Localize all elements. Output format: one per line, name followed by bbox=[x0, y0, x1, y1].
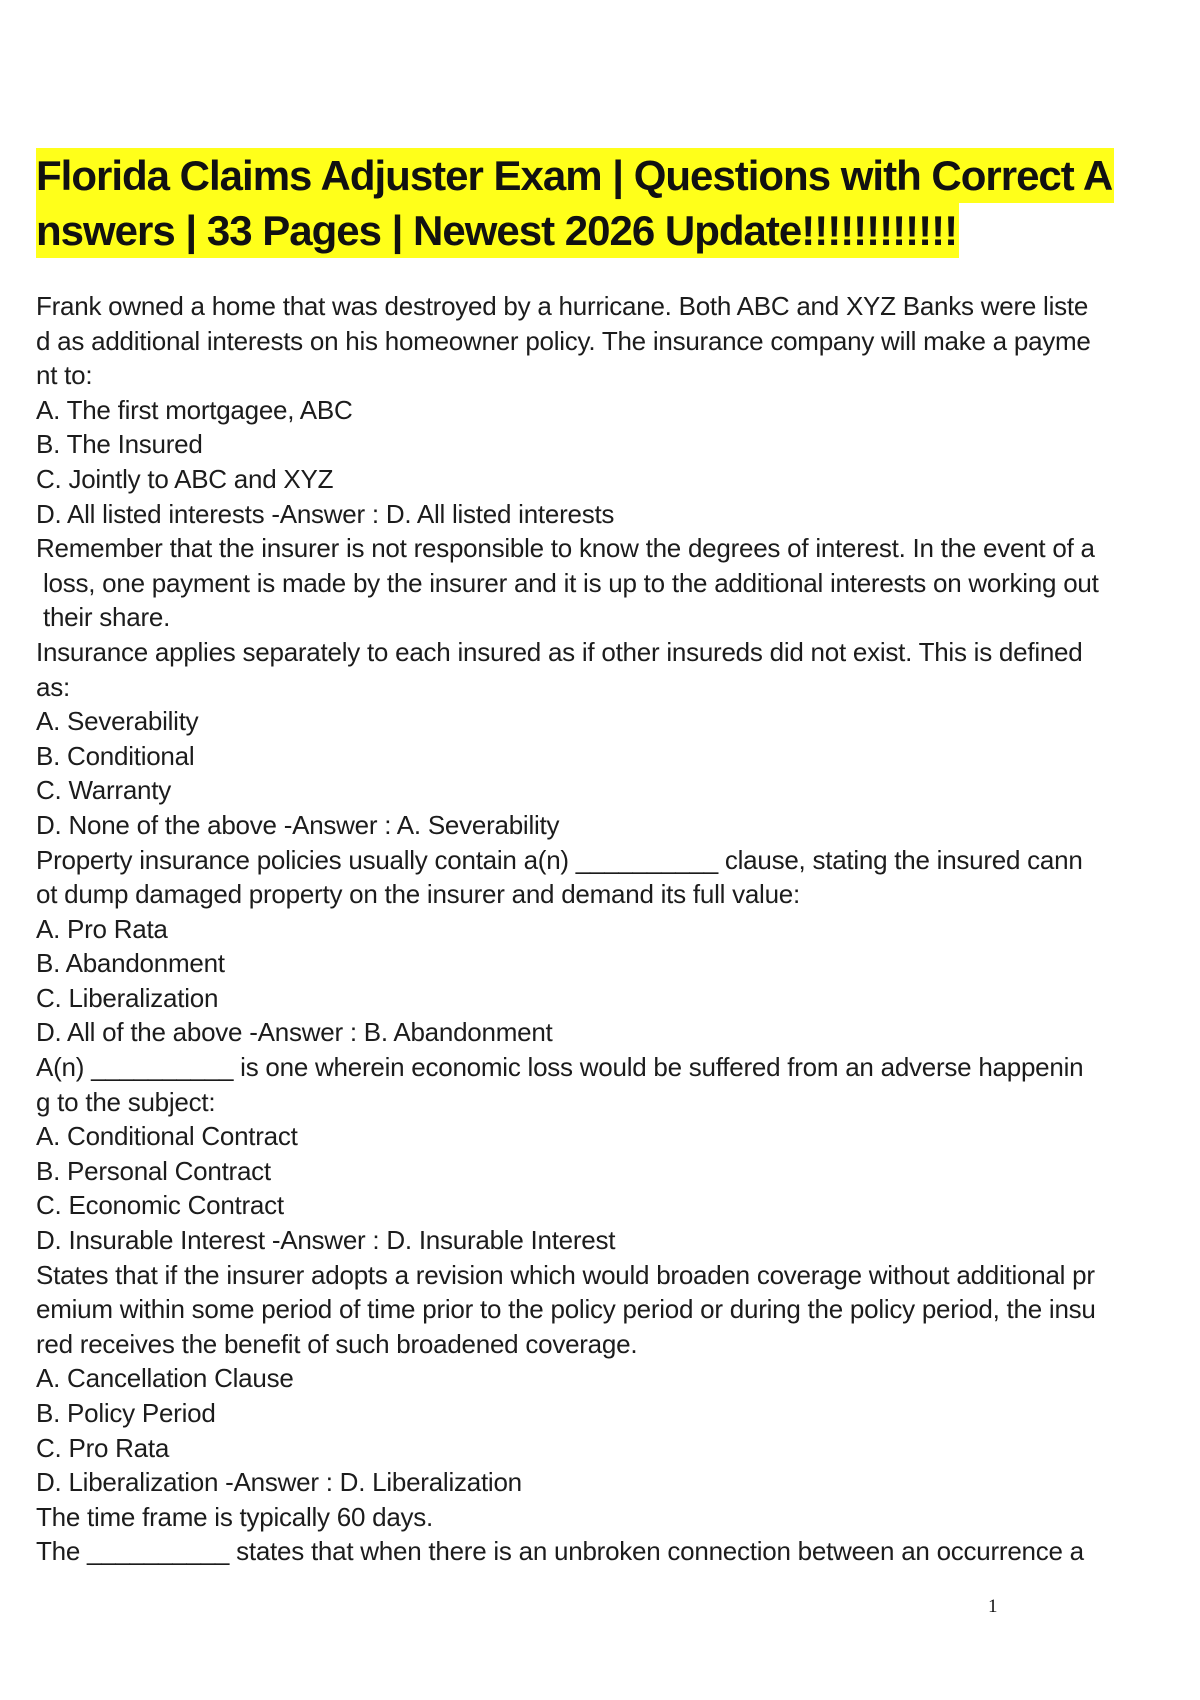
question-1-option-c: C. Jointly to ABC and XYZ bbox=[36, 463, 334, 494]
question-1-explanation: loss, one payment is made by the insurer and it is up to the additional interests on working out bbox=[36, 567, 1099, 598]
question-2-option-a: A. Severability bbox=[36, 706, 199, 737]
question-5-text: States that if the insurer adopts a revision which would broaden coverage without additional pr bbox=[36, 1259, 1095, 1290]
question-1-option-a: A. The first mortgagee, ABC bbox=[36, 394, 353, 425]
question-2-text: Insurance applies separately to each insured as if other insureds did not exist. This is defined bbox=[36, 636, 1083, 667]
title-line-2: nswers | 33 Pages | Newest 2026 Update!!!!!!!!!!!! bbox=[36, 203, 959, 258]
question-3-text: Property insurance policies usually contain a(n) __________ clause, stating the insured cann bbox=[36, 844, 1083, 875]
question-1-text: Frank owned a home that was destroyed by a hurricane. Both ABC and XYZ Banks were liste bbox=[36, 291, 1089, 321]
question-5-option-a: A. Cancellation Clause bbox=[36, 1363, 294, 1394]
question-1-text: nt to: bbox=[36, 360, 93, 391]
question-1-explanation: their share. bbox=[36, 602, 171, 633]
document-body bbox=[36, 289, 1171, 1569]
question-1-text: d as additional interests on his homeowner policy. The insurance company will make a payme bbox=[36, 325, 1091, 356]
question-2-option-c: C. Warranty bbox=[36, 775, 171, 806]
question-2-option-b: B. Conditional bbox=[36, 740, 195, 771]
question-3-option-a: A. Pro Rata bbox=[36, 913, 168, 944]
question-4-text: A(n) __________ is one wherein economic loss would be suffered from an adverse happenin bbox=[36, 1052, 1084, 1083]
question-3-option-c: C. Liberalization bbox=[36, 982, 219, 1013]
question-5-option-b: B. Policy Period bbox=[36, 1398, 216, 1428]
title-line-1: Florida Claims Adjuster Exam | Questions with Correct A bbox=[36, 148, 1114, 203]
question-3-text: ot dump damaged property on the insurer and demand its full value: bbox=[36, 879, 800, 910]
question-3-option-d-answer: D. All of the above -Answer : B. Abandonment bbox=[36, 1017, 553, 1048]
question-4-text: g to the subject: bbox=[36, 1086, 216, 1117]
question-2-text: as: bbox=[36, 671, 70, 702]
question-1-explanation: Remember that the insurer is not responsible to know the degrees of interest. In the event of a bbox=[36, 533, 1095, 564]
question-5-option-c: C. Pro Rata bbox=[36, 1432, 170, 1463]
question-4-option-d-answer: D. Insurable Interest -Answer : D. Insurable Interest bbox=[36, 1225, 616, 1256]
question-2-option-d-answer: D. None of the above -Answer : A. Severability bbox=[36, 809, 560, 840]
question-5-text: emium within some period of time prior to the policy period or during the policy period, the insu bbox=[36, 1294, 1096, 1325]
document-title bbox=[36, 148, 1166, 258]
question-4-option-b: B. Personal Contract bbox=[36, 1155, 271, 1186]
question-1-option-b: B. The Insured bbox=[36, 429, 203, 460]
question-5-text: red receives the benefit of such broadened coverage. bbox=[36, 1328, 638, 1359]
question-1-option-d-answer: D. All listed interests -Answer : D. All listed interests bbox=[36, 498, 615, 529]
question-6-text: The __________ states that when there is an unbroken connection between an occurrence a bbox=[36, 1536, 1084, 1567]
question-3-option-b: B. Abandonment bbox=[36, 948, 225, 979]
question-4-option-a: A. Conditional Contract bbox=[36, 1121, 298, 1152]
page-number: 1 bbox=[988, 1596, 998, 1617]
question-4-option-c: C. Economic Contract bbox=[36, 1190, 284, 1221]
question-5-explanation: The time frame is typically 60 days. bbox=[36, 1501, 434, 1532]
question-5-option-d-answer: D. Liberalization -Answer : D. Liberalization bbox=[36, 1467, 522, 1498]
